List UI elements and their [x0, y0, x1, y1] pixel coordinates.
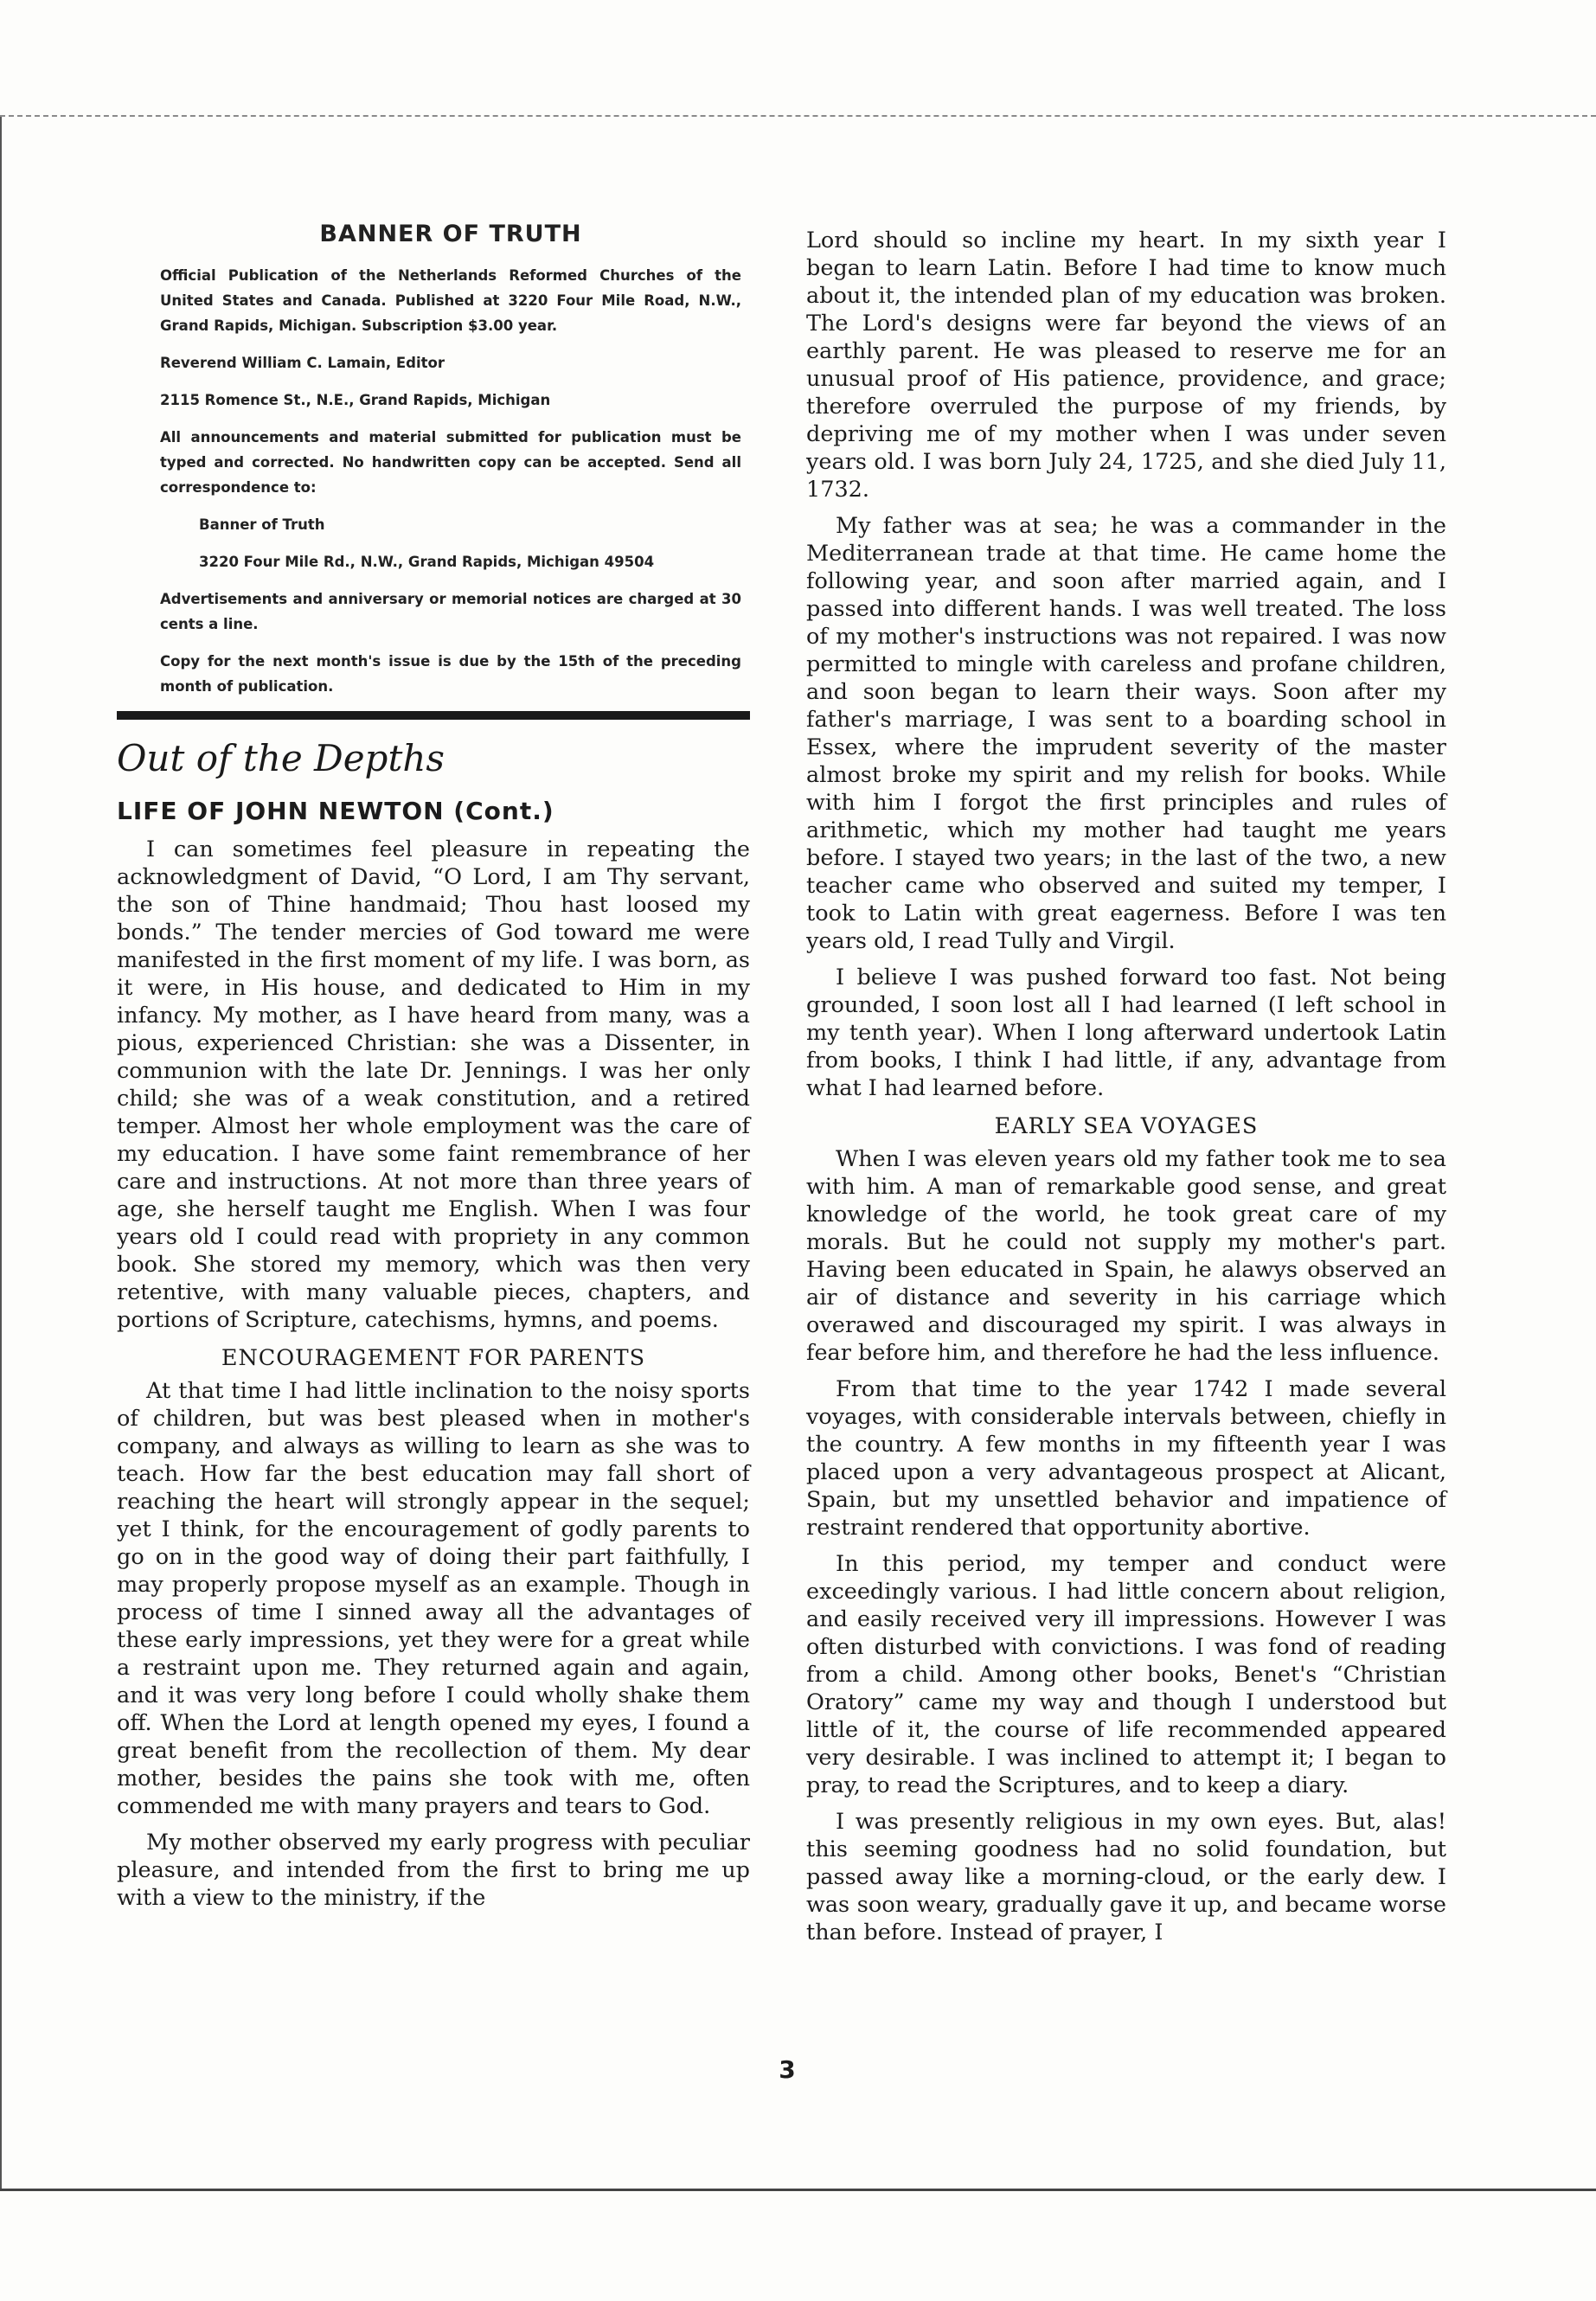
- paragraph: My father was at sea; he was a commander in the Mediterranean trade at that time. He came home the following year, and soon after married again, and I passed into different hands. I was well treated. The loss of my mother's instructions was not repaired. I was now permitted to mingle with careless and profane children, and soon began to learn their ways. Soon after my father's marriage, I was sent to a boarding school in Essex, where the imprudent severity of the master almost broke my spirit and my relish for books. While with him I forgot the first principles and rules of arithmetic, which my mother had taught me years before. I stayed two years; in the last of the two, a new teacher came who observed and suited my temper, I took to Latin with great eagerness. Before I was ten years old, I read Tully and Virgil.: [806, 513, 1446, 954]
- scan-bottom-edge: [0, 2189, 1596, 2191]
- article-subtitle: LIFE OF JOHN NEWTON (Cont.): [117, 797, 554, 825]
- editor-name: Reverend William C. Lamain, Editor: [160, 355, 445, 371]
- paragraph: I was presently religious in my own eyes. But, alas! this seeming goodness had no solid foundation, but passed away like a morning-cloud, or the early dew. I was soon weary, gradually gave it up, and became worse than before. Instead of prayer, I: [806, 1809, 1446, 1945]
- heading-voyages: EARLY SEA VOYAGES: [994, 1113, 1259, 1139]
- paragraph: When I was eleven years old my father took me to sea with him. A man of remarkable good sense, and great knowledge of the world, he took great care of my morals. But he could not supply my mother's part. Having been educated in Spain, he alawys observed an air of distance and severity in his carriage which overawed and discouraged my spirit. I was always in fear before him, and therefore he had the less influence.: [806, 1146, 1446, 1366]
- paragraph: I believe I was pushed forward too fast. Not being grounded, I soon lost all I had learned (I left school in my tenth year). When I long afterward undertook Latin from books, I think I had little, if any, advantage from what I had learned before.: [806, 965, 1446, 1101]
- section-title: Out of the Depths: [117, 737, 445, 779]
- publication-info: Official Publication of the Netherlands Reformed Churches of the United States and Canada. Published at 3220 Four Mile Road, N.W., Grand Rapids, Michigan. Subscription $3.00 year.: [160, 267, 741, 334]
- masthead-title: BANNER OF TRUTH: [319, 221, 582, 247]
- editor-address: 2115 Romence St., N.E., Grand Rapids, Michigan: [160, 392, 551, 408]
- paragraph: In this period, my temper and conduct were exceedingly various. I had little concern about religion, and easily received very ill impressions. However I was often disturbed with convictions. I was fond of reading from a child. Among other books, Benet's “Christian Oratory” came my way and though I understood but little of it, the course of life recommended appeared very desirable. I was inclined to attempt it; I began to pray, to read the Scriptures, and to keep a diary.: [806, 1551, 1446, 1798]
- paragraph-continuation: Lord should so incline my heart. In my sixth year I began to learn Latin. Before I had time to know much about it, the intended plan of my education was broken. The Lord's designs were far beyond the views of an earthly parent. He was pleased to reserve me for an unusual proof of His patience, providence, and grace; therefore overruled the purpose of my friends, by depriving me of my mother when I was under seven years old. I was born July 24, 1725, and she died July 11, 1732.: [806, 228, 1446, 503]
- section-divider: [117, 711, 750, 720]
- article-body-right: [806, 227, 1446, 1946]
- heading-encouragement: ENCOURAGEMENT FOR PARENTS: [221, 1345, 646, 1371]
- right-column: [806, 227, 1446, 1955]
- submission-note: All announcements and material submitted for publication must be typed and corrected. No handwritten copy can be accepted. Send all correspondence to:: [160, 429, 741, 496]
- page-number: 3: [779, 2055, 796, 2084]
- advertisement-note: Advertisements and anniversary or memorial notices are charged at 30 cents a line.: [160, 591, 741, 632]
- paragraph: From that time to the year 1742 I made several voyages, with considerable intervals between, chiefly in the country. A few months in my fifteenth year I was placed upon a very advantageous prospect at Alicant, Spain, but my unsettled behavior and impatience of restraint rendered that opportunity abortive.: [806, 1376, 1446, 1541]
- article-body-left: [108, 836, 750, 1912]
- paragraph: At that time I had little inclination to the noisy sports of children, but was best pleased when in mother's company, and always as willing to learn as she was to teach. How far the best education may fall short of reaching the heart will strongly appear in the sequel; yet I think, for the encouragement of godly parents to go on in the good way of doing their part faithfully, I may properly propose myself as an example. Though in process of time I sinned away all the advantages of these early impressions, yet they were for a great while a restraint upon me. They returned again and again, and it was very long before I could wholly shake them off. When the Lord at length opened my eyes, I found a great benefit from the recollection of them. My dear mother, besides the pains she took with me, often commended me with many prayers and tears to God.: [117, 1378, 750, 1819]
- deadline-note: Copy for the next month's issue is due by the 15th of the preceding month of publication.: [160, 653, 741, 695]
- paragraph: My mother observed my early progress with peculiar pleasure, and intended from the first to bring me up with a view to the ministry, if the: [117, 1830, 750, 1911]
- paragraph: I can sometimes feel pleasure in repeating the acknowledgment of David, “O Lord, I am Thy servant, the son of Thine handmaid; Thou hast loosed my bonds.” The tender mercies of God toward me were manifested in the first moment of my life. I was born, as it were, in His house, and dedicated to Him in my infancy. My mother, as I have heard from many, was a pious, experienced Christian: she was a Dissenter, in communion with the late Dr. Jennings. I was her only child; she was of a weak constitution, and a retired temper. Almost her whole employment was the care of my education. I have some faint remembrance of her care and instructions. At not more than three years of age, she herself taught me English. When I was four years old I could read with propriety in any common book. She stored my memory, which was then very retentive, with many valuable pieces, chapters, and portions of Scripture, catechisms, hymns, and poems.: [117, 836, 750, 1333]
- correspondence-name: Banner of Truth: [199, 516, 325, 533]
- correspondence-address: 3220 Four Mile Rd., N.W., Grand Rapids, Michigan 49504: [199, 554, 655, 570]
- masthead: [108, 221, 750, 699]
- left-column: [108, 221, 750, 1920]
